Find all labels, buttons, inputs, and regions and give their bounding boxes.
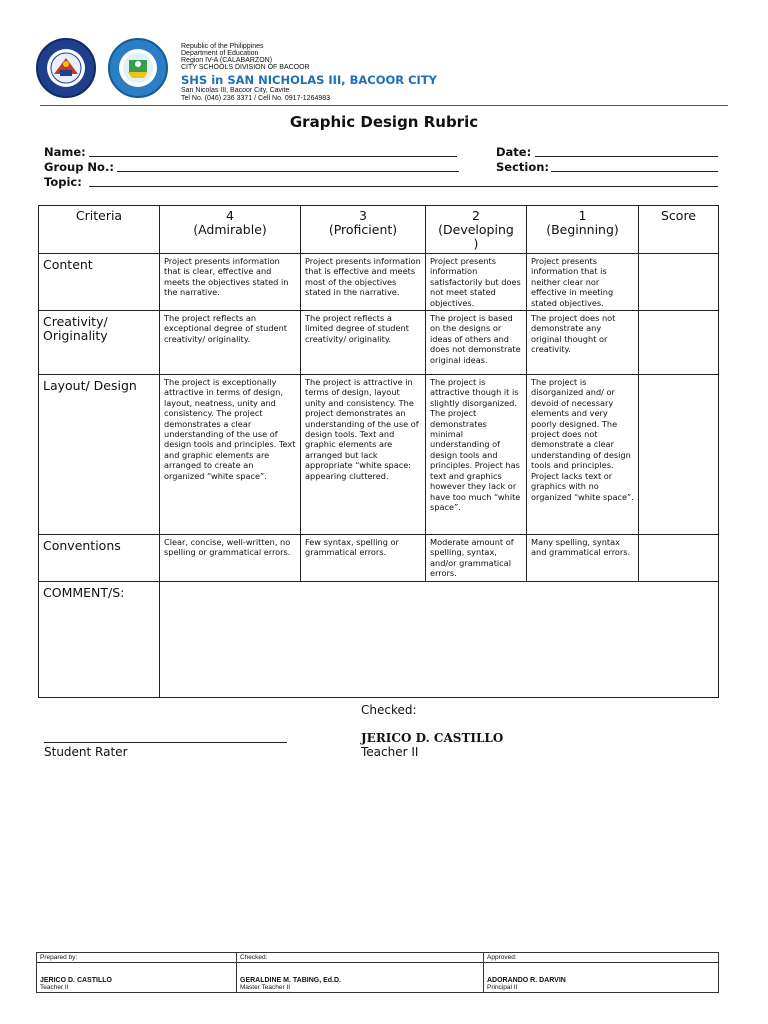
- header-department: Department of Education: [181, 50, 259, 57]
- score-cell[interactable]: [639, 375, 719, 535]
- criteria-cell: Content: [39, 254, 160, 311]
- comment-field[interactable]: [160, 581, 719, 697]
- teacher-title: Teacher II: [361, 745, 419, 759]
- header-criteria: Criteria: [39, 206, 160, 254]
- criteria-cell: Conventions: [39, 535, 160, 582]
- school-seal-icon: [110, 40, 166, 96]
- page-title: Graphic Design Rubric: [289, 113, 479, 131]
- descriptor-cell: Moderate amount of spelling, syntax, and/or grammatical errors.: [426, 535, 527, 582]
- header-proficient: 3 (Proficient): [301, 206, 426, 254]
- descriptor-cell: The project is based on the designs or ideas of others and does not demonstrate original ideas.: [426, 311, 527, 375]
- prepared-label: Prepared by:: [37, 953, 237, 963]
- checked-title: Master Teacher II: [240, 984, 291, 991]
- approved-name: ADORANDO R. DARVIN: [487, 977, 566, 984]
- name-label: Name:: [44, 145, 86, 159]
- approved-label: Approved:: [484, 953, 719, 963]
- descriptor-cell: The project is attractive in terms of design, layout unity and consistency. The project demonstrates an understanding of the use of design tools. Text and graphic elements are arranged but lack appropriate “white space: appearing cluttered.: [301, 375, 426, 535]
- descriptor-cell: The project does not demonstrate any original thought or creativity.: [527, 311, 639, 375]
- rubric-table: [38, 205, 719, 698]
- criteria-cell: Layout/ Design: [39, 375, 160, 535]
- header-address: San Nicolas III, Bacoor City, Cavite: [181, 87, 290, 94]
- checked-label: Checked:: [361, 703, 417, 717]
- group-field[interactable]: [117, 171, 459, 172]
- table-header-row: [39, 206, 719, 254]
- prepared-name: JERICO D. CASTILLO: [40, 977, 112, 984]
- school-seal: [108, 38, 168, 98]
- descriptor-cell: Many spelling, syntax and grammatical errors.: [527, 535, 639, 582]
- header-republic: Republic of the Philippines: [181, 43, 264, 50]
- table-row: [39, 535, 719, 582]
- deped-seal: [36, 38, 96, 98]
- descriptor-cell: Project presents information that is clear, effective and meets the objectives stated in the narrative.: [160, 254, 301, 311]
- group-label: Group No.:: [44, 160, 114, 174]
- approved-title: Principal II: [487, 984, 518, 991]
- section-label: Section:: [496, 160, 550, 174]
- date-field[interactable]: [535, 156, 718, 157]
- descriptor-cell: Project presents information that is neither clear nor effective in meeting stated objectives.: [527, 254, 639, 311]
- student-rater-line[interactable]: [44, 742, 287, 743]
- checked-by-cell: [237, 963, 484, 993]
- descriptor-cell: The project reflects an exceptional degree of student creativity/ originality.: [160, 311, 301, 375]
- descriptor-cell: The project is exceptionally attractive in terms of design, layout, neatness, unity and consistency. The project demonstrates a clear understanding of the use of design tools and principles. Text and graphic elements are arranged to create an organized “white space”.: [160, 375, 301, 535]
- header-division: CITY SCHOOLS DIVISION OF BACOOR: [181, 64, 310, 71]
- header-rule: [40, 105, 728, 106]
- prepared-title: Teacher II: [40, 984, 69, 991]
- name-field[interactable]: [89, 156, 457, 157]
- descriptor-cell: Project presents information that is effective and meets most of the objectives stated in the narrative.: [301, 254, 426, 311]
- header-admirable: 4 (Admirable): [160, 206, 301, 254]
- topic-field[interactable]: [89, 186, 718, 187]
- descriptor-cell: The project is disorganized and/ or devoid of necessary elements and very poorly designed. The project does not demonstrate a clear understanding of design tools and principles. Project lacks text or graphics with no organized “white space”.: [527, 375, 639, 535]
- score-cell[interactable]: [639, 254, 719, 311]
- prepared-by-cell: [37, 963, 237, 993]
- comment-row: [39, 581, 719, 697]
- descriptor-cell: Clear, concise, well-written, no spelling or grammatical errors.: [160, 535, 301, 582]
- school-name: SHS in SAN NICHOLAS III, BACOOR CITY: [181, 73, 438, 87]
- header-beginning: 1 (Beginning): [527, 206, 639, 254]
- approved-by-cell: [484, 963, 719, 993]
- checked-label-footer: Checked:: [237, 953, 484, 963]
- header-region: Region IV-A (CALABARZON): [181, 57, 273, 64]
- criteria-cell: Creativity/ Originality: [39, 311, 160, 375]
- teacher-name: JERICO D. CASTILLO: [361, 731, 504, 745]
- score-cell[interactable]: [639, 311, 719, 375]
- header-contact: Tel No. (046) 236 3371 / Cell No. 0917-1264983: [181, 95, 331, 102]
- date-label: Date:: [496, 145, 532, 159]
- descriptor-cell: The project is attractive though it is slightly disorganized. The project demonstrates minimal understanding of design tools and principles. Project has text and graphics however they lack or have too much “white space”.: [426, 375, 527, 535]
- topic-label: Topic:: [44, 175, 82, 189]
- table-row: [39, 254, 719, 311]
- table-row: [39, 311, 719, 375]
- student-rater-label: Student Rater: [44, 745, 128, 759]
- header-score: Score: [639, 206, 719, 254]
- score-cell[interactable]: [639, 535, 719, 582]
- table-row: [39, 375, 719, 535]
- approval-table: [36, 952, 719, 993]
- checked-name: GERALDINE M. TABING, Ed.D.: [240, 977, 341, 984]
- comment-label: COMMENT/S:: [39, 581, 160, 697]
- deped-seal-icon: [38, 40, 94, 96]
- section-field[interactable]: [551, 171, 718, 172]
- descriptor-cell: Project presents information satisfactorily but does not meet stated objectives.: [426, 254, 527, 311]
- header-developing: 2 (Developing ): [426, 206, 527, 254]
- descriptor-cell: Few syntax, spelling or grammatical errors.: [301, 535, 426, 582]
- descriptor-cell: The project reflects a limited degree of student creativity/ originality.: [301, 311, 426, 375]
